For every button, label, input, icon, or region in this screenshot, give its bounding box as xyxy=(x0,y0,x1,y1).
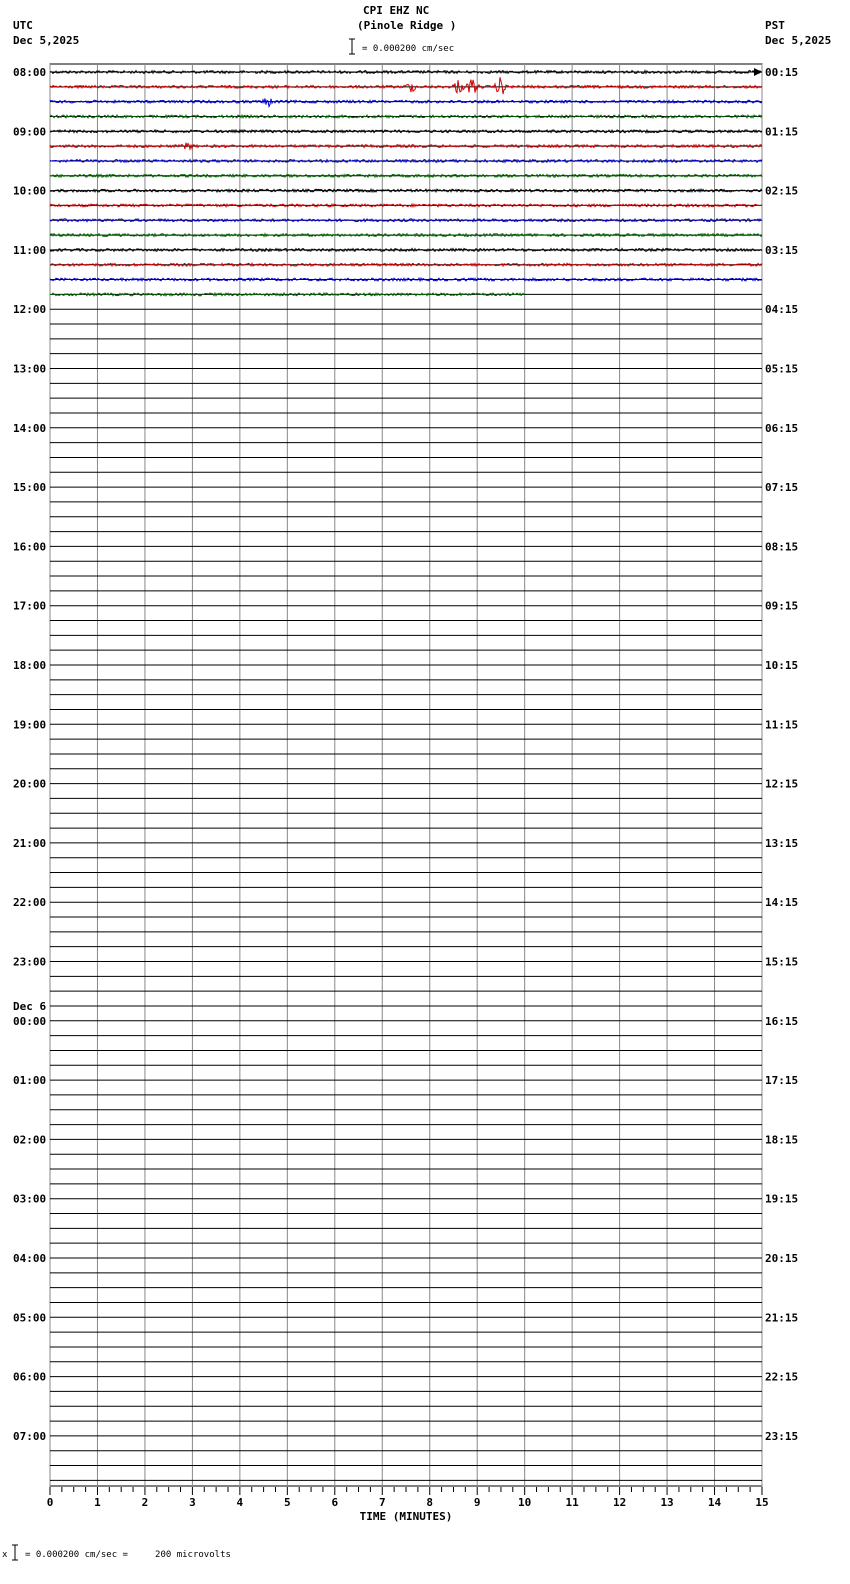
pst-hour-label: 22:15 xyxy=(765,1370,799,1384)
pst-hour-label: 00:15 xyxy=(765,66,799,79)
utc-hour-label: 10:00 xyxy=(13,184,47,198)
x-tick-label: 5 xyxy=(284,1496,291,1509)
footer-scale-note: = 0.000200 cm/sec = 200 microvolts xyxy=(25,1550,231,1560)
utc-hour-label: 13:00 xyxy=(13,362,47,376)
seismic-trace xyxy=(50,204,762,207)
utc-hour-label: 14:00 xyxy=(13,421,47,435)
pst-hour-label: 03:15 xyxy=(765,243,799,257)
pst-hour-label: 21:15 xyxy=(765,1311,799,1325)
scale-bar-icon xyxy=(349,39,355,54)
utc-hour-label: 03:00 xyxy=(13,1192,47,1206)
pst-hour-label: 05:15 xyxy=(765,362,799,376)
pst-hour-label: 17:15 xyxy=(765,1074,799,1088)
utc-hour-label: 20:00 xyxy=(13,777,47,791)
x-tick-label: 11 xyxy=(565,1496,579,1509)
pst-label: PST xyxy=(765,19,785,32)
utc-hour-label: 22:00 xyxy=(13,896,47,910)
pst-hour-label: 07:15 xyxy=(765,481,799,495)
pst-hour-label: 23:15 xyxy=(765,1429,799,1443)
pst-hour-label: 13:15 xyxy=(765,836,799,850)
utc-hour-label: 21:00 xyxy=(13,836,47,850)
utc-hour-label: 11:00 xyxy=(13,243,47,257)
x-tick-label: 3 xyxy=(189,1496,196,1509)
pst-hour-label: 04:15 xyxy=(765,303,799,317)
pst-hour-label: 12:15 xyxy=(765,777,799,791)
pst-hour-label: 08:15 xyxy=(765,540,799,554)
utc-hour-label: 12:00 xyxy=(13,303,47,317)
seismic-trace xyxy=(50,71,762,74)
x-tick-label: 15 xyxy=(755,1496,769,1509)
seismic-trace xyxy=(50,234,762,237)
pst-hour-label: 18:15 xyxy=(765,1133,799,1147)
utc-hour-label: 23:00 xyxy=(13,955,47,969)
pst-hour-label: 01:15 xyxy=(765,125,799,139)
pst-hour-label: 19:15 xyxy=(765,1192,799,1206)
utc-hour-label: 19:00 xyxy=(13,718,47,732)
pst-hour-label: 14:15 xyxy=(765,896,799,910)
x-tick-label: 9 xyxy=(473,1496,481,1509)
utc-hour-label: 04:00 xyxy=(13,1252,47,1265)
utc-label: UTC xyxy=(13,19,33,32)
utc-hour-label: 16:00 xyxy=(13,540,47,554)
x-tick-label: 0 xyxy=(46,1496,54,1509)
x-axis-label: TIME (MINUTES) xyxy=(359,1510,453,1523)
utc-hour-label: 01:00 xyxy=(13,1074,47,1088)
x-tick-label: 4 xyxy=(236,1496,244,1509)
seismic-trace xyxy=(50,98,762,106)
scale-text: = 0.000200 cm/sec xyxy=(362,44,455,54)
seismic-trace xyxy=(50,160,762,163)
pst-date: Dec 5,2025 xyxy=(765,34,832,47)
date-change-label: Dec 6 xyxy=(13,999,47,1013)
x-tick-label: 8 xyxy=(426,1496,434,1509)
utc-hour-label: 08:00 xyxy=(13,66,47,79)
x-tick-label: 10 xyxy=(518,1496,532,1509)
utc-hour-label: 15:00 xyxy=(13,481,47,495)
pst-hour-label: 11:15 xyxy=(765,718,799,732)
utc-hour-label: 17:00 xyxy=(13,599,47,613)
seismic-trace xyxy=(50,130,762,133)
utc-hour-label: 02:00 xyxy=(13,1133,47,1147)
x-tick-label: 12 xyxy=(612,1496,627,1509)
trace-continue-arrow-icon xyxy=(754,68,762,76)
utc-hour-label: 06:00 xyxy=(13,1370,47,1384)
pst-hour-label: 20:15 xyxy=(765,1252,799,1265)
pst-hour-label: 15:15 xyxy=(765,955,799,969)
pst-hour-label: 10:15 xyxy=(765,659,799,672)
utc-hour-label: 09:00 xyxy=(13,125,47,139)
x-tick-label: 1 xyxy=(94,1496,101,1509)
pst-hour-label: 16:15 xyxy=(765,1014,799,1028)
utc-date: Dec 5,2025 xyxy=(13,34,80,47)
utc-hour-label: 00:00 xyxy=(13,1014,47,1028)
x-tick-label: 14 xyxy=(707,1496,722,1509)
utc-hour-label: 07:00 xyxy=(13,1429,47,1443)
utc-hour-label: 18:00 xyxy=(13,659,47,672)
pst-hour-label: 02:15 xyxy=(765,184,799,198)
site-name: (Pinole Ridge ) xyxy=(357,19,457,32)
x-tick-label: 6 xyxy=(331,1496,339,1509)
utc-hour-label: 05:00 xyxy=(13,1311,47,1325)
pst-hour-label: 09:15 xyxy=(765,599,799,613)
x-tick-label: 2 xyxy=(141,1496,149,1509)
seismic-trace xyxy=(50,115,762,118)
x-tick-label: 7 xyxy=(378,1496,386,1509)
seismic-trace xyxy=(50,77,762,94)
footer-mark: x xyxy=(2,1550,8,1560)
pst-hour-label: 06:15 xyxy=(765,421,799,435)
footer-scale-bar-icon xyxy=(12,1545,18,1560)
x-tick-label: 13 xyxy=(660,1496,674,1509)
station-title: CPI EHZ NC xyxy=(363,4,430,17)
